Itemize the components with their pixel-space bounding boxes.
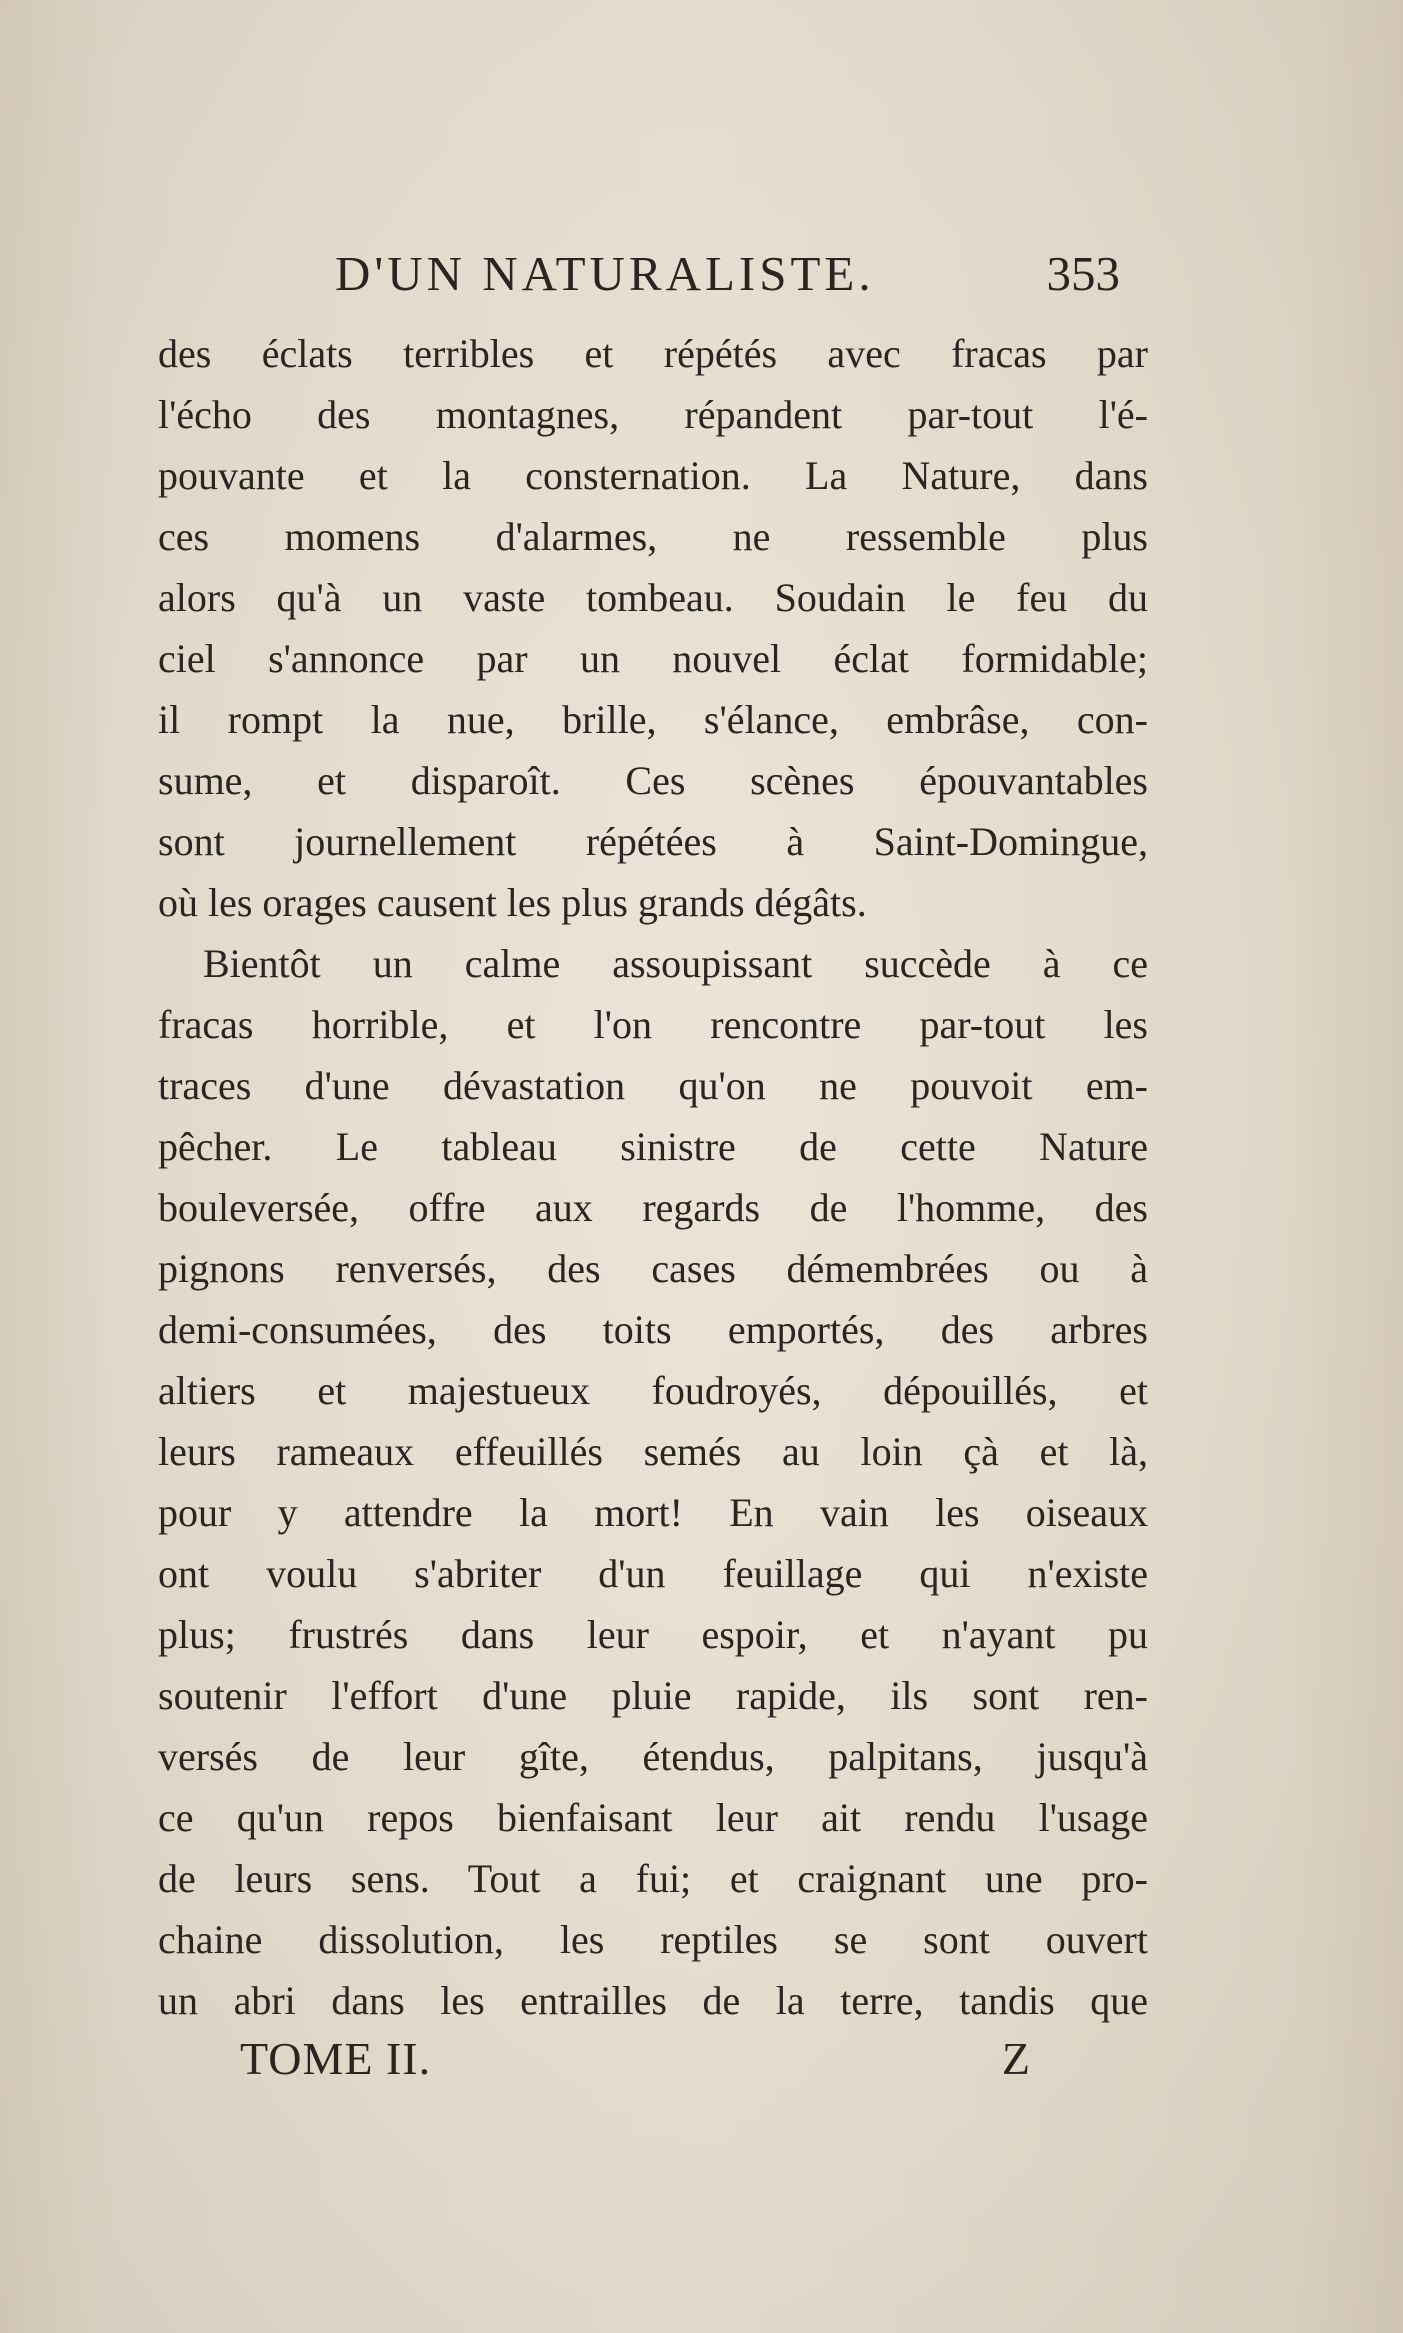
body-text	[158, 323, 1148, 2031]
page-footer	[240, 2032, 1030, 2092]
text-line: sume, et disparoît. Ces scènes épouvantables	[158, 758, 1148, 803]
text-line: alors qu'à un vaste tombeau. Soudain le feu du	[158, 575, 1148, 620]
text-line: pignons renversés, des cases démembrées ou à	[158, 1246, 1148, 1291]
text-line: pouvante et la consternation. La Nature, dans	[158, 453, 1148, 498]
text-line: demi-consumées, des toits emportés, des arbres	[158, 1307, 1148, 1352]
text-line: leurs rameaux effeuillés semés au loin çà et là,	[158, 1429, 1148, 1474]
text-line: fracas horrible, et l'on rencontre par-tout les	[158, 1002, 1148, 1047]
text-line: il rompt la nue, brille, s'élance, embrâse, con-	[158, 697, 1148, 742]
text-line: plus; frustrés dans leur espoir, et n'ayant pu	[158, 1612, 1148, 1657]
text-line: où les orages causent les plus grands dégâts.	[158, 880, 867, 925]
text-line: ont voulu s'abriter d'un feuillage qui n'existe	[158, 1551, 1148, 1596]
text-line: soutenir l'effort d'une pluie rapide, ils sont ren-	[158, 1673, 1148, 1718]
text-line: traces d'une dévastation qu'on ne pouvoit em-	[158, 1063, 1148, 1108]
text-line: versés de leur gîte, étendus, palpitans, jusqu'à	[158, 1734, 1148, 1779]
text-line: Bientôt un calme assoupissant succède à ce	[203, 941, 1148, 986]
text-line: ces momens d'alarmes, ne ressemble plus	[158, 514, 1148, 559]
running-head	[160, 245, 1150, 315]
text-line: pêcher. Le tableau sinistre de cette Nature	[158, 1124, 1148, 1169]
text-line: ciel s'annonce par un nouvel éclat formidable;	[158, 636, 1148, 681]
page-number: 353	[1046, 246, 1120, 301]
text-line: ce qu'un repos bienfaisant leur ait rendu l'usage	[158, 1795, 1148, 1840]
volume-signature: TOME II.	[240, 2033, 432, 2084]
text-line: chaine dissolution, les reptiles se sont ouvert	[158, 1917, 1148, 1962]
text-line: de leurs sens. Tout a fui; et craignant une pro-	[158, 1856, 1148, 1901]
text-line: altiers et majestueux foudroyés, dépouillés, et	[158, 1368, 1148, 1413]
text-line: bouleversée, offre aux regards de l'homme, des	[158, 1185, 1148, 1230]
text-line: l'écho des montagnes, répandent par-tout l'é-	[158, 392, 1148, 437]
text-line: pour y attendre la mort! En vain les oiseaux	[158, 1490, 1148, 1535]
text-line: un abri dans les entrailles de la terre, tandis que	[158, 1978, 1148, 2023]
text-line: des éclats terribles et répétés avec fracas par	[158, 331, 1148, 376]
running-head-title: D'UN NATURALISTE.	[335, 246, 875, 301]
signature-mark: Z	[1001, 2033, 1030, 2084]
text-line: sont journellement répétées à Saint-Domingue,	[158, 819, 1148, 864]
